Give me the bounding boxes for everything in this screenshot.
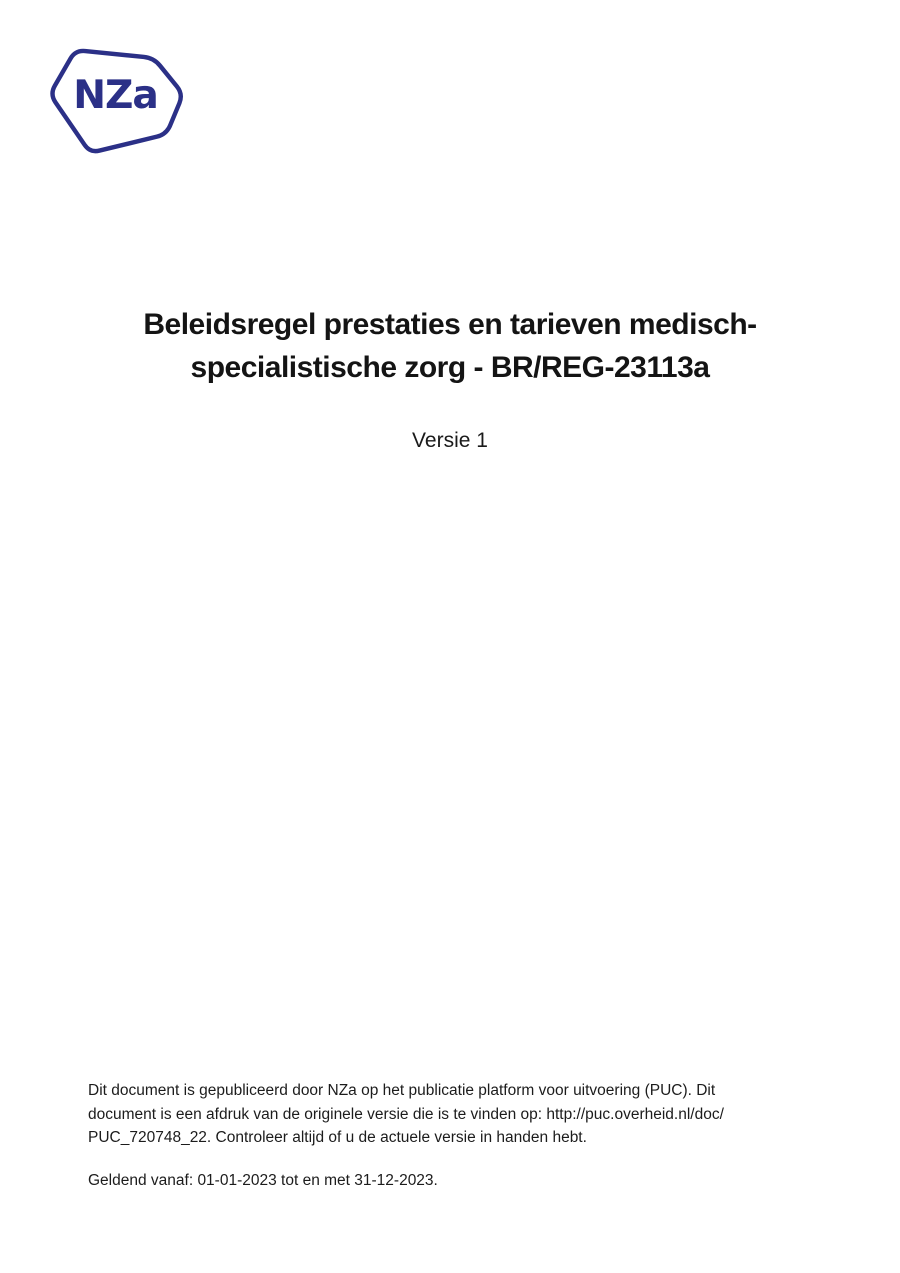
document-title (0, 303, 900, 389)
validity-period: Geldend vanaf: 01-01-2023 tot en met 31-12-2023. (88, 1171, 438, 1189)
publication-notice (88, 1079, 828, 1150)
publication-notice-line: document is een afdruk van de originele versie die is te vinden op: http://puc.overheid.nl/doc/ (88, 1105, 724, 1123)
title-line-1: Beleidsregel prestaties en tarieven medisch- (143, 308, 757, 341)
footer (88, 1079, 828, 1192)
nza-logo (46, 42, 188, 162)
title-line-2: specialistische zorg - BR/REG-23113a (190, 351, 710, 384)
version-label: Versie 1 (412, 429, 488, 452)
nza-logo-text: NZa (73, 72, 158, 118)
publication-notice-line: Dit document is gepubliceerd door NZa op het publicatie platform voor uitvoering (PUC). Dit (88, 1082, 716, 1099)
publication-notice-line: PUC_720748_22. Controleer altijd of u de actuele versie in handen hebt. (88, 1129, 587, 1146)
